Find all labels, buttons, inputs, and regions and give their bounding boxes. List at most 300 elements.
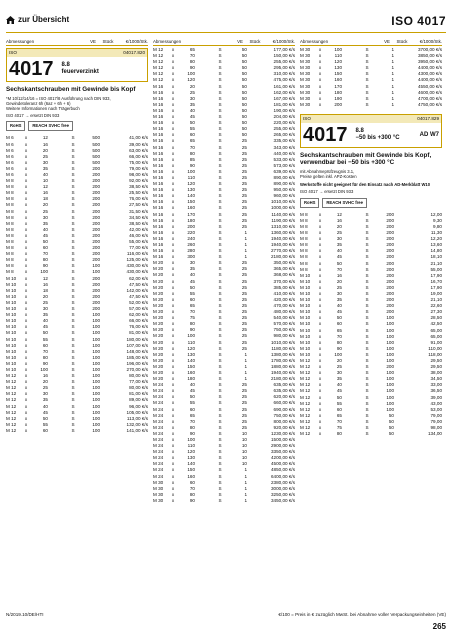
table-cell: M 16 bbox=[153, 174, 164, 180]
table-cell: M 12 bbox=[300, 376, 311, 382]
table-cell: 90 bbox=[336, 345, 342, 351]
table-cell: x bbox=[24, 214, 28, 220]
table-cell: x bbox=[24, 208, 28, 214]
table-cell: x bbox=[171, 418, 175, 424]
table-cell: S bbox=[365, 223, 369, 229]
table-cell: 25 bbox=[241, 290, 247, 296]
table-cell: S bbox=[218, 302, 222, 308]
table-cell: 75,00 €/s bbox=[129, 159, 148, 165]
table-cell: 55 bbox=[189, 290, 195, 296]
table-cell: 25 bbox=[336, 230, 342, 236]
table-cell: 100 bbox=[386, 400, 394, 406]
table-cell: x bbox=[171, 229, 175, 235]
table-cell: 540,00 €/s bbox=[273, 315, 295, 321]
table-cell: 10 bbox=[241, 455, 247, 461]
table-cell: x bbox=[171, 443, 175, 449]
table-cell: 100 bbox=[92, 263, 100, 269]
table-cell: M 10 bbox=[6, 306, 17, 312]
table-cell: 1 bbox=[244, 467, 247, 473]
table-cell: 10 bbox=[42, 178, 48, 184]
table-cell: x bbox=[24, 263, 28, 269]
table-cell: M 12 bbox=[153, 47, 164, 52]
table-cell: 1 bbox=[244, 248, 247, 254]
table-cell: x bbox=[171, 77, 175, 83]
table-cell: 160 bbox=[334, 77, 342, 83]
table-cell: 22,60 bbox=[430, 303, 442, 309]
table-cell: 800,00 €/s bbox=[273, 418, 295, 424]
table-cell: S bbox=[71, 232, 75, 238]
table-cell: 1780,00 €/s bbox=[270, 357, 295, 363]
table-cell: M 16 bbox=[153, 89, 164, 95]
product-title: Sechskantschrauben mit Gewinde bis Kopf bbox=[6, 86, 136, 94]
table-cell: 40 bbox=[336, 382, 342, 388]
table-cell: 470,00 €/s bbox=[273, 302, 295, 308]
table-cell: 50 bbox=[241, 126, 247, 132]
table-cell: S bbox=[218, 174, 222, 180]
table-cell: 40 bbox=[42, 226, 48, 232]
table-cell: 52,00 €/s bbox=[129, 299, 148, 305]
table-cell: 55 bbox=[336, 400, 342, 406]
table-cell: 17,90 bbox=[430, 272, 442, 278]
table-cell: 200 bbox=[92, 202, 100, 208]
table-cell: 65 bbox=[189, 412, 195, 418]
table-cell: 30 bbox=[336, 370, 342, 376]
table-cell: 35 bbox=[189, 101, 195, 107]
table-cell: 39,00 bbox=[430, 394, 442, 400]
column-header bbox=[153, 38, 295, 46]
table-cell: x bbox=[24, 373, 28, 379]
table-cell: 200 bbox=[386, 230, 394, 236]
table-cell: x bbox=[171, 278, 175, 284]
table-cell: 62,00 €/s bbox=[129, 275, 148, 281]
table-cell: S bbox=[71, 287, 75, 293]
table-cell: 410,00 €/s bbox=[273, 290, 295, 296]
table-cell bbox=[195, 498, 211, 504]
product-code: 04017.829 bbox=[417, 115, 439, 121]
table-cell: 50 bbox=[241, 71, 247, 77]
table-cell: M 12 bbox=[6, 397, 17, 403]
back-label[interactable]: zur Übersicht bbox=[18, 15, 70, 24]
table-cell: M 12 bbox=[153, 65, 164, 71]
table-cell: 130 bbox=[334, 65, 342, 71]
table-cell: 1190,00 €/s bbox=[271, 217, 295, 223]
table-cell: 40 bbox=[42, 318, 48, 324]
table-cell: 200 bbox=[334, 101, 342, 107]
table-cell: M 20 bbox=[153, 339, 164, 345]
table-cell: M 30 bbox=[153, 479, 164, 485]
table-cell: x bbox=[318, 376, 322, 382]
table-cell: 1 bbox=[391, 95, 394, 101]
table-cell: S bbox=[365, 101, 369, 107]
table-cell: M 12 bbox=[300, 364, 311, 370]
product-number: 4017 bbox=[9, 58, 54, 81]
table-cell: M 8 bbox=[6, 232, 14, 238]
table-cell: x bbox=[171, 461, 175, 467]
table-cell: M 6 bbox=[6, 141, 14, 147]
rohs-badge: RoHS bbox=[300, 198, 319, 208]
table-cell: 200 bbox=[386, 260, 394, 266]
table-cell: M 10 bbox=[6, 299, 17, 305]
table-cell: x bbox=[24, 257, 28, 263]
table-cell: M 12 bbox=[300, 412, 311, 418]
table-cell: M 30 bbox=[300, 53, 311, 59]
table-cell: M 10 bbox=[300, 272, 311, 278]
table-cell: S bbox=[365, 370, 369, 376]
table-cell: S bbox=[218, 126, 222, 132]
table-cell: 50 bbox=[241, 114, 247, 120]
table-cell: 118,00 bbox=[428, 351, 442, 357]
table-cell: M 8 bbox=[300, 266, 308, 272]
table-cell: x bbox=[171, 376, 175, 382]
table-cell: 170 bbox=[334, 83, 342, 89]
table-cell: S bbox=[218, 345, 222, 351]
table-cell: 65,00 bbox=[430, 327, 442, 333]
table-cell: 200 bbox=[92, 196, 100, 202]
table-cell: S bbox=[365, 358, 369, 363]
table-cell: 260 bbox=[187, 242, 195, 247]
table-cell: 34,50 €/s bbox=[129, 214, 148, 220]
table-cell: M 16 bbox=[153, 168, 164, 174]
table-cell: x bbox=[171, 174, 175, 180]
table-cell: 9,80 bbox=[433, 223, 442, 229]
table-cell: 55 bbox=[189, 126, 195, 132]
table-cell: x bbox=[318, 388, 322, 394]
table-cell: 16 bbox=[42, 190, 48, 196]
table-cell: x bbox=[24, 421, 28, 427]
table-cell: x bbox=[318, 406, 322, 412]
table-cell: x bbox=[171, 107, 175, 113]
table-cell: 40 bbox=[336, 303, 342, 309]
table-cell: S bbox=[218, 193, 222, 199]
table-cell: M 24 bbox=[153, 473, 164, 479]
table-cell: 45 bbox=[189, 388, 195, 394]
table-cell: S bbox=[71, 281, 75, 287]
table-cell: M 16 bbox=[153, 162, 164, 168]
table-cell: 89,00 €/s bbox=[129, 397, 148, 403]
table-cell: x bbox=[318, 309, 322, 315]
table-cell: S bbox=[218, 406, 222, 412]
table-cell: x bbox=[171, 333, 175, 339]
table-cell: 295,00 €/s bbox=[273, 65, 295, 71]
table-cell: x bbox=[171, 65, 175, 71]
table-cell: M 20 bbox=[153, 278, 164, 284]
table-cell: 25 bbox=[241, 150, 247, 156]
table-cell: M 12 bbox=[6, 373, 17, 379]
table-cell: x bbox=[171, 144, 175, 150]
table-cell: 25 bbox=[42, 299, 48, 305]
table-cell: x bbox=[318, 65, 322, 71]
table-cell: 45 bbox=[336, 254, 342, 260]
table-cell: 3950,00 €/s bbox=[417, 59, 442, 65]
table-cell: M 6 bbox=[6, 159, 14, 165]
table-cell: 25 bbox=[241, 272, 247, 278]
table-cell: x bbox=[318, 321, 322, 327]
product-ref: ISO 4017 → ersetzt DIN 933 bbox=[6, 113, 60, 119]
table-cell: 100 bbox=[92, 415, 100, 421]
table-cell: 80 bbox=[189, 150, 195, 156]
table-cell: S bbox=[71, 421, 75, 427]
table-cell: M 20 bbox=[153, 315, 164, 321]
table-cell: 1140,00 €/s bbox=[271, 211, 295, 217]
table-cell: M 20 bbox=[153, 351, 164, 357]
table-cell: S bbox=[218, 187, 222, 193]
table-cell: 500 bbox=[92, 147, 100, 153]
table-cell: 110 bbox=[187, 174, 195, 180]
table-cell: 70 bbox=[189, 53, 195, 59]
table-cell: x bbox=[171, 272, 175, 278]
table-cell: S bbox=[365, 339, 369, 345]
table-cell: M 24 bbox=[153, 400, 164, 406]
table-cell: x bbox=[318, 394, 322, 400]
table-cell: M 16 bbox=[153, 120, 164, 126]
header-price: €/1000/Stk. bbox=[419, 39, 442, 44]
table-cell: 50 bbox=[241, 120, 247, 126]
table-cell: M 8 bbox=[300, 242, 308, 248]
table-cell: 420,00 €/s bbox=[273, 296, 295, 302]
table-cell: 125,00 €/s bbox=[126, 257, 148, 263]
table-cell: S bbox=[365, 77, 369, 83]
price-list-3a bbox=[300, 47, 442, 108]
table-cell: 25 bbox=[241, 339, 247, 345]
table-cell: M 16 bbox=[153, 254, 164, 260]
table-cell: M 8 bbox=[6, 208, 14, 214]
table-cell: 100 bbox=[92, 421, 100, 427]
table-cell: S bbox=[218, 77, 222, 83]
table-cell: 45 bbox=[42, 409, 48, 415]
table-cell: 25 bbox=[241, 333, 247, 339]
reach-badge: REACH SVHC free bbox=[28, 121, 73, 131]
table-cell: M 16 bbox=[153, 223, 164, 229]
table-cell: M 8 bbox=[300, 223, 308, 229]
table-cell: 110 bbox=[187, 339, 195, 345]
table-cell: S bbox=[71, 226, 75, 232]
table-cell: 25 bbox=[241, 211, 247, 217]
cert-badges bbox=[6, 121, 148, 131]
table-cell: x bbox=[24, 312, 28, 318]
table-cell: M 24 bbox=[153, 418, 164, 424]
table-cell: 45 bbox=[42, 232, 48, 238]
table-cell: 3450,00 €/s bbox=[270, 497, 295, 503]
table-cell: 1 bbox=[244, 357, 247, 363]
table-cell: x bbox=[318, 47, 322, 52]
table-cell: x bbox=[24, 299, 28, 305]
table-cell: M 16 bbox=[153, 181, 164, 187]
table-cell: S bbox=[71, 342, 75, 348]
table-cell: x bbox=[171, 260, 175, 266]
table-cell: S bbox=[218, 430, 222, 436]
table-cell: x bbox=[318, 339, 322, 345]
table-cell: S bbox=[71, 275, 75, 281]
table-cell: M 10 bbox=[6, 330, 17, 336]
table-cell: 30 bbox=[189, 260, 195, 266]
table-cell: 170 bbox=[187, 211, 195, 217]
table-cell: 34,50 bbox=[430, 376, 442, 382]
table-cell: 200 bbox=[92, 257, 100, 263]
table-cell: M 12 bbox=[6, 415, 17, 421]
table-cell: x bbox=[24, 141, 28, 147]
table-cell: M 20 bbox=[153, 260, 164, 266]
table-cell: 255,00 €/s bbox=[273, 126, 295, 132]
table-cell: S bbox=[365, 260, 369, 266]
table-cell: M 8 bbox=[300, 248, 308, 254]
table-cell: M 30 bbox=[153, 485, 164, 491]
table-cell: 120 bbox=[334, 59, 342, 65]
table-cell: 167,00 €/s bbox=[273, 95, 295, 101]
table-cell: M 12 bbox=[300, 431, 311, 437]
table-cell: 160 bbox=[187, 205, 195, 211]
table-cell: 50 bbox=[336, 394, 342, 400]
table-cell: 100 bbox=[92, 330, 100, 336]
table-cell: 200 bbox=[386, 254, 394, 260]
table-row bbox=[300, 102, 442, 108]
table-cell: x bbox=[318, 431, 322, 437]
table-cell: 25 bbox=[241, 394, 247, 400]
table-cell: 100 bbox=[92, 409, 100, 415]
table-cell: 25 bbox=[241, 217, 247, 223]
table-cell: 335,00 €/s bbox=[273, 138, 295, 144]
table-cell: M 20 bbox=[153, 272, 164, 278]
table-cell: S bbox=[71, 403, 75, 409]
table-cell: 100 bbox=[386, 370, 394, 376]
table-cell: M 20 bbox=[153, 333, 164, 339]
table-cell: 200 bbox=[386, 236, 394, 242]
table-cell: 200 bbox=[92, 214, 100, 220]
table-cell: 920,00 €/s bbox=[273, 424, 295, 430]
table-cell: 480,00 €/s bbox=[273, 309, 295, 315]
table-cell: S bbox=[365, 418, 369, 424]
product-title: Sechskantschrauben mit Gewinde bis Kopf, verwendbar bei −50 bis +300 °C bbox=[300, 152, 432, 167]
table-cell: x bbox=[171, 296, 175, 302]
table-cell: M 12 bbox=[6, 391, 17, 397]
table-cell: 100 bbox=[386, 321, 394, 327]
table-cell: 148,00 €/s bbox=[126, 348, 148, 354]
table-cell: 100 bbox=[386, 406, 394, 412]
table-cell: 100 bbox=[92, 379, 100, 385]
table-cell: x bbox=[318, 345, 322, 351]
table-cell: S bbox=[71, 366, 75, 372]
table-cell: 100 bbox=[92, 366, 100, 372]
table-cell: 77,00 €/s bbox=[129, 379, 148, 385]
table-cell: 40 bbox=[189, 107, 195, 113]
table-cell: S bbox=[218, 248, 222, 254]
table-cell: M 10 bbox=[6, 324, 17, 330]
table-cell: M 30 bbox=[300, 77, 311, 83]
table-cell: 475,00 €/s bbox=[273, 77, 295, 83]
table-cell: 16 bbox=[336, 272, 342, 278]
table-cell: 79,00 bbox=[430, 412, 442, 418]
table-cell: x bbox=[318, 333, 322, 339]
table-cell: 90 bbox=[189, 327, 195, 333]
table-cell: 55 bbox=[42, 336, 48, 342]
table-cell: S bbox=[218, 467, 222, 473]
table-cell: M 12 bbox=[300, 400, 311, 406]
table-cell: 200 bbox=[386, 297, 394, 303]
table-cell: S bbox=[365, 382, 369, 388]
table-cell: S bbox=[71, 153, 75, 159]
table-cell: M 10 bbox=[6, 287, 17, 293]
table-cell: M 16 bbox=[153, 211, 164, 217]
table-cell: S bbox=[71, 336, 75, 342]
table-cell: 200 bbox=[386, 248, 394, 254]
table-cell: x bbox=[318, 351, 322, 357]
table-cell: x bbox=[171, 235, 175, 241]
table-cell: 200 bbox=[386, 309, 394, 315]
table-cell: 30 bbox=[42, 159, 48, 165]
table-cell: 255,00 €/s bbox=[273, 59, 295, 65]
table-cell: 100 bbox=[40, 269, 48, 275]
table-cell: 80 bbox=[336, 431, 342, 437]
table-cell: x bbox=[318, 71, 322, 77]
table-cell: M 16 bbox=[153, 126, 164, 132]
table-cell: 190 bbox=[334, 95, 342, 101]
table-cell: S bbox=[71, 348, 75, 354]
table-cell: S bbox=[71, 135, 75, 141]
table-cell: 100 bbox=[386, 394, 394, 400]
table-cell: 20 bbox=[336, 223, 342, 229]
table-cell: S bbox=[365, 248, 369, 254]
table-cell: 53,00 bbox=[430, 406, 442, 412]
table-cell: S bbox=[365, 345, 369, 351]
table-cell: 142,00 €/s bbox=[126, 287, 148, 293]
table-cell: 38,00 bbox=[430, 370, 442, 376]
table-cell: 2180,00 €/s bbox=[270, 254, 295, 260]
table-cell: 76,00 €/s bbox=[129, 324, 148, 330]
table-cell: M 10 bbox=[300, 327, 311, 333]
table-cell: S bbox=[365, 83, 369, 89]
table-cell: 200 bbox=[386, 211, 394, 217]
table-cell: 45 bbox=[189, 278, 195, 284]
back-link[interactable] bbox=[6, 15, 69, 24]
table-cell: 162,00 €/s bbox=[273, 89, 295, 95]
table-cell: x bbox=[24, 354, 28, 360]
table-cell: 385,00 €/s bbox=[273, 284, 295, 290]
table-cell: 25 bbox=[336, 364, 342, 370]
table-cell: 1 bbox=[244, 485, 247, 491]
table-cell: 960,00 €/s bbox=[273, 193, 295, 199]
table-cell: M 20 bbox=[153, 345, 164, 351]
table-cell: S bbox=[365, 309, 369, 315]
table-cell: 25 bbox=[336, 284, 342, 290]
table-cell: 16 bbox=[336, 217, 342, 223]
table-cell: M 16 bbox=[153, 205, 164, 211]
table-cell: x bbox=[24, 190, 28, 196]
table-cell: 280 bbox=[187, 248, 195, 254]
table-cell: 120 bbox=[187, 77, 195, 83]
table-cell: x bbox=[24, 342, 28, 348]
table-cell: S bbox=[365, 236, 369, 242]
table-cell: 150 bbox=[187, 363, 195, 369]
table-cell: x bbox=[171, 95, 175, 101]
table-cell: 100 bbox=[386, 315, 394, 321]
table-cell: M 24 bbox=[153, 455, 164, 461]
table-cell: x bbox=[171, 357, 175, 363]
table-cell: S bbox=[218, 89, 222, 95]
table-cell: S bbox=[218, 339, 222, 345]
table-cell: S bbox=[71, 239, 75, 244]
table-cell: M 10 bbox=[6, 342, 17, 348]
table-cell: 75 bbox=[336, 425, 342, 431]
table-cell: 62,00 €/s bbox=[129, 312, 148, 318]
table-cell: 1 bbox=[391, 77, 394, 83]
table-cell: 65 bbox=[189, 138, 195, 144]
table-cell: x bbox=[318, 358, 322, 363]
table-cell: 60 bbox=[42, 245, 48, 251]
table-cell: M 12 bbox=[153, 59, 164, 65]
table-cell: S bbox=[218, 71, 222, 77]
table-cell: M 12 bbox=[153, 71, 164, 77]
table-cell: 200 bbox=[92, 275, 100, 281]
table-cell: 100 bbox=[92, 336, 100, 342]
